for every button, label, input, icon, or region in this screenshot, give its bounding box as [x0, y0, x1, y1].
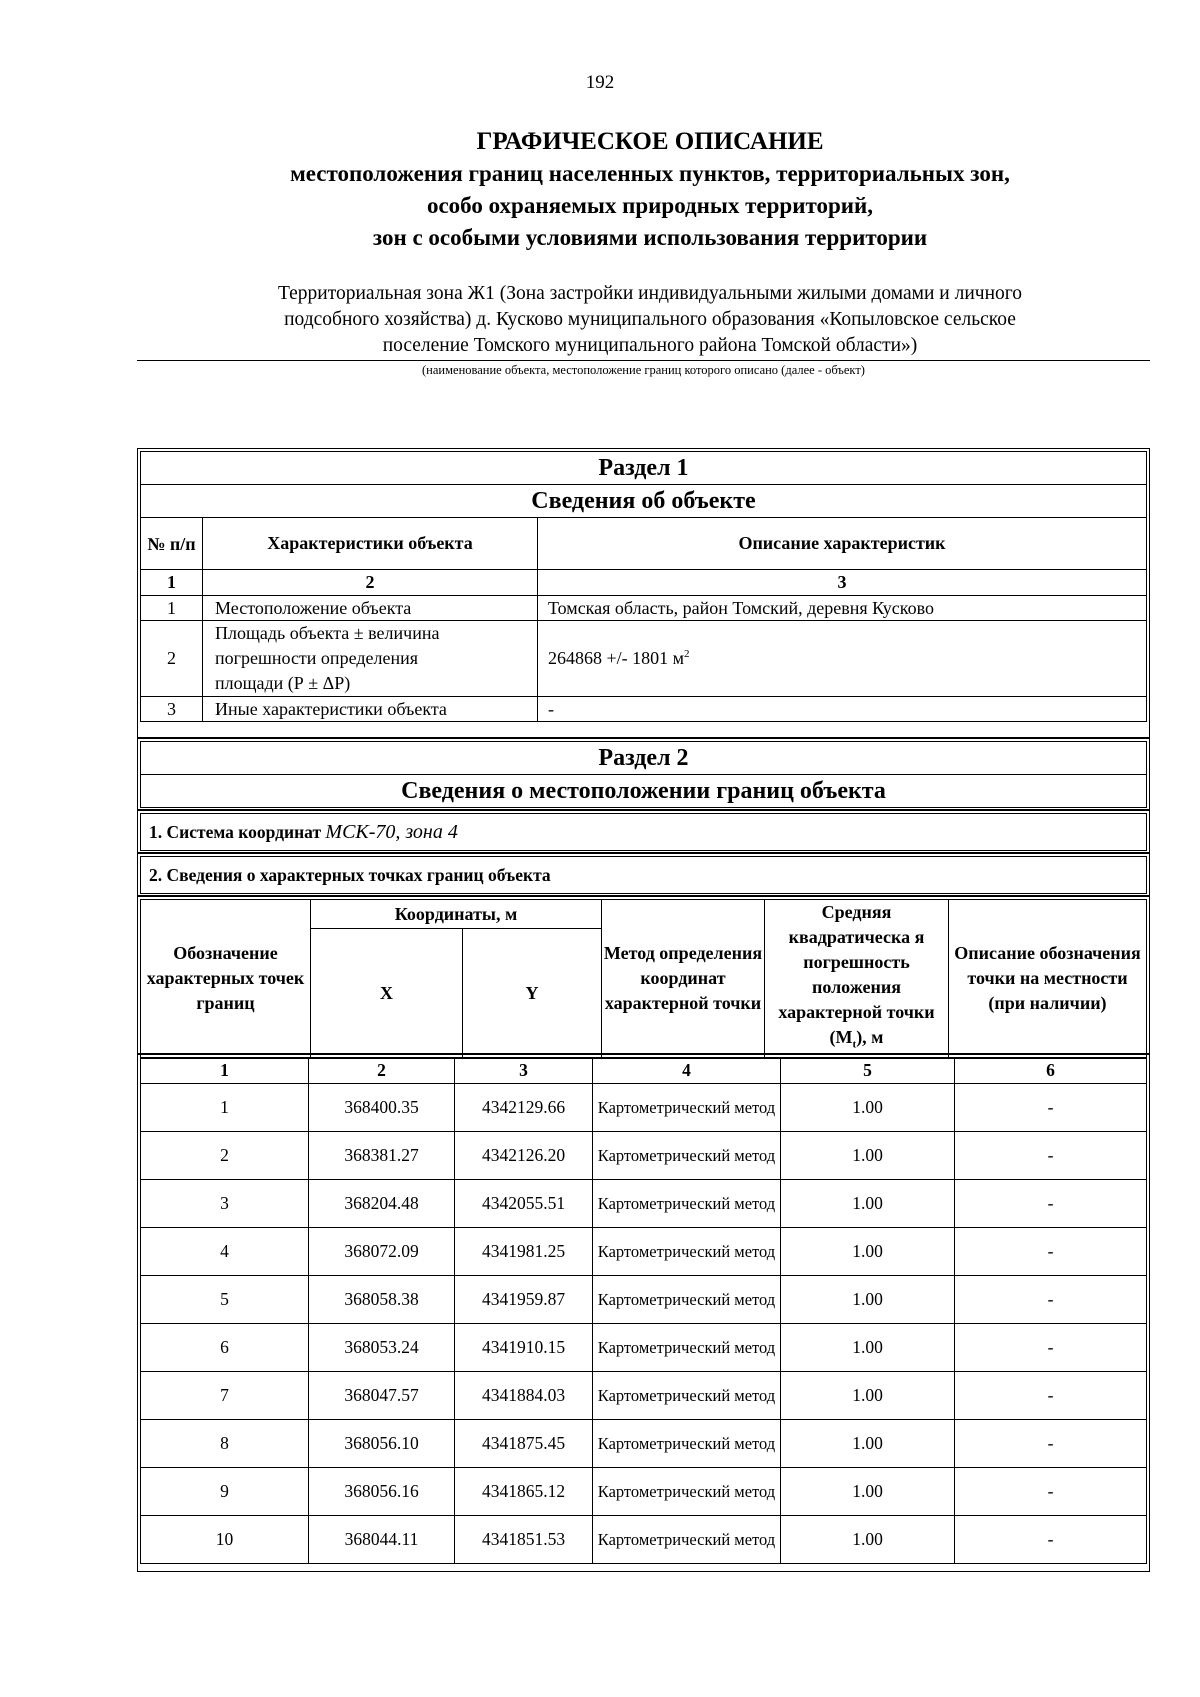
point-y: 4341875.45 [455, 1420, 593, 1468]
point-description: - [955, 1276, 1147, 1324]
point-y: 4341865.12 [455, 1468, 593, 1516]
point-x: 368047.57 [309, 1372, 455, 1420]
point-method: Картометрический метод [593, 1180, 781, 1228]
section-1-title: Раздел 1 [141, 452, 1147, 485]
point-number: 7 [141, 1372, 309, 1420]
document-title [120, 126, 1180, 254]
header-description: Описание характеристик [538, 518, 1147, 570]
table-row [141, 1516, 1147, 1564]
coord-system-value: МСК-70, зона 4 [325, 820, 458, 843]
point-description: - [955, 1420, 1147, 1468]
table-row [141, 1228, 1147, 1276]
point-method: Картометрический метод [593, 1132, 781, 1180]
point-description: - [955, 1372, 1147, 1420]
object-name-line-3: поселение Томского муниципального района Томской области») [382, 335, 918, 356]
point-error: 1.00 [781, 1276, 955, 1324]
coord-system-row [141, 814, 1147, 851]
table-row [141, 1324, 1147, 1372]
col-number: 2 [203, 570, 538, 596]
section-2-title: Раздел 2 [141, 742, 1147, 775]
point-method: Картометрический метод [593, 1084, 781, 1132]
point-description: - [955, 1516, 1147, 1564]
title-line-2: местоположения границ населенных пунктов, территориальных зон, [290, 161, 1010, 186]
point-number: 2 [141, 1132, 309, 1180]
point-method: Картометрический метод [593, 1420, 781, 1468]
row-num: 2 [141, 621, 203, 697]
point-method: Картометрический метод [593, 1516, 781, 1564]
table-row [141, 1372, 1147, 1420]
points-label: 2. Сведения о характерных точках границ объекта [141, 857, 1147, 894]
object-name-line-2: подсобного хозяйства) д. Кусково муниципального образования «Копыловское сельское [284, 309, 1016, 330]
object-name-underline [137, 360, 1150, 361]
point-x: 368381.27 [309, 1132, 455, 1180]
table-row [141, 1180, 1147, 1228]
characteristic-line: площади (Р ± ΔР) [215, 673, 351, 693]
header-point-description: Описание обозначения точки на местности (при наличии) [949, 900, 1147, 1059]
point-x: 368053.24 [309, 1324, 455, 1372]
title-main: ГРАФИЧЕСКОЕ ОПИСАНИЕ [476, 128, 824, 155]
point-x: 368044.11 [309, 1516, 455, 1564]
point-y: 4341884.03 [455, 1372, 593, 1420]
point-error: 1.00 [781, 1084, 955, 1132]
point-method: Картометрический метод [593, 1468, 781, 1516]
point-error: 1.00 [781, 1324, 955, 1372]
point-number: 5 [141, 1276, 309, 1324]
points-data-frame [137, 1054, 1150, 1572]
point-description: - [955, 1084, 1147, 1132]
row-characteristic: Иные характеристики объекта [203, 697, 538, 722]
points-table-body [141, 1058, 1147, 1564]
point-error: 1.00 [781, 1180, 955, 1228]
object-name-line-1: Территориальная зона Ж1 (Зона застройки индивидуальными жилыми домами и личного [277, 283, 1023, 304]
characteristic-line: Площадь объекта ± величина [215, 623, 440, 643]
point-description: - [955, 1132, 1147, 1180]
point-x: 368072.09 [309, 1228, 455, 1276]
point-x: 368056.16 [309, 1468, 455, 1516]
coord-system-label: 1. Система координат [149, 821, 322, 842]
area-unit-sup: 2 [684, 648, 690, 660]
header-designation: Обозначение характерных точек границ [141, 900, 311, 1059]
row-description [538, 621, 1147, 697]
point-method: Картометрический метод [593, 1276, 781, 1324]
points-label-table [140, 856, 1147, 894]
point-x: 368058.38 [309, 1276, 455, 1324]
point-error: 1.00 [781, 1420, 955, 1468]
points-table [140, 1057, 1147, 1564]
row-num: 3 [141, 697, 203, 722]
point-y: 4341959.87 [455, 1276, 593, 1324]
area-value: 264868 +/- 1801 м [548, 648, 685, 668]
point-method: Картометрический метод [593, 1324, 781, 1372]
point-y: 4341910.15 [455, 1324, 593, 1372]
coord-system-table [140, 813, 1147, 851]
header-num: № п/п [141, 518, 203, 570]
table-row [141, 1084, 1147, 1132]
col-number: 2 [309, 1058, 455, 1084]
header-characteristics: Характеристики объекта [203, 518, 538, 570]
point-x: 368056.10 [309, 1420, 455, 1468]
points-header-frame [137, 896, 1150, 1054]
section-1-frame [137, 448, 1150, 738]
point-y: 4341981.25 [455, 1228, 593, 1276]
title-line-4: зон с особыми условиями использования территории [372, 225, 928, 250]
object-caption: (наименование объекта, местоположение границ которого описано (далее - объект) [422, 363, 865, 377]
point-method: Картометрический метод [593, 1372, 781, 1420]
point-error: 1.00 [781, 1228, 955, 1276]
point-number: 3 [141, 1180, 309, 1228]
header-y: Y [463, 929, 602, 1058]
point-error: 1.00 [781, 1468, 955, 1516]
point-y: 4342129.66 [455, 1084, 593, 1132]
header-error-tail: ), м [856, 1027, 884, 1047]
point-y: 4342126.20 [455, 1132, 593, 1180]
row-description: Томская область, район Томский, деревня Кусково [538, 596, 1147, 621]
row-description: - [538, 697, 1147, 722]
col-number: 4 [593, 1058, 781, 1084]
col-number: 3 [538, 570, 1147, 596]
section-1-table [140, 451, 1147, 722]
col-number: 6 [955, 1058, 1147, 1084]
object-name [130, 281, 1170, 359]
table-row [141, 1132, 1147, 1180]
point-method: Картометрический метод [593, 1228, 781, 1276]
header-error [765, 900, 949, 1059]
section-2-heading-table [140, 741, 1147, 808]
col-number: 1 [141, 1058, 309, 1084]
point-error: 1.00 [781, 1132, 955, 1180]
characteristic-line: погрешности определения [215, 648, 418, 668]
point-y: 4342055.51 [455, 1180, 593, 1228]
points-header-table [140, 899, 1147, 1059]
point-description: - [955, 1228, 1147, 1276]
point-number: 6 [141, 1324, 309, 1372]
table-row [141, 1276, 1147, 1324]
section-1-subtitle: Сведения об объекте [141, 485, 1147, 518]
header-method: Метод определения координат характерной точки [602, 900, 765, 1059]
point-number: 8 [141, 1420, 309, 1468]
table-row [141, 1420, 1147, 1468]
section-2-subtitle: Сведения о местоположении границ объекта [141, 775, 1147, 808]
page-number: 192 [585, 72, 615, 93]
point-number: 1 [141, 1084, 309, 1132]
title-line-3: особо охраняемых природных территорий, [426, 193, 874, 218]
point-number: 9 [141, 1468, 309, 1516]
point-error: 1.00 [781, 1516, 955, 1564]
point-y: 4341851.53 [455, 1516, 593, 1564]
header-error-text: Средняя квадратическа я погрешность положения характерной точки (M [778, 902, 935, 1047]
row-characteristic [203, 621, 538, 697]
point-description: - [955, 1468, 1147, 1516]
point-description: - [955, 1180, 1147, 1228]
point-description: - [955, 1324, 1147, 1372]
point-error: 1.00 [781, 1372, 955, 1420]
header-x: X [311, 929, 463, 1058]
point-x: 368204.48 [309, 1180, 455, 1228]
point-x: 368400.35 [309, 1084, 455, 1132]
header-coordinates: Координаты, м [311, 900, 602, 929]
row-num: 1 [141, 596, 203, 621]
col-number: 3 [455, 1058, 593, 1084]
table-row [141, 1468, 1147, 1516]
section-2-frame [137, 738, 1150, 810]
coord-system-frame [137, 810, 1150, 853]
col-number: 5 [781, 1058, 955, 1084]
point-number: 10 [141, 1516, 309, 1564]
header-error-sub: t [852, 1038, 857, 1051]
row-characteristic: Местоположение объекта [203, 596, 538, 621]
points-label-frame [137, 853, 1150, 896]
col-number: 1 [141, 570, 203, 596]
point-number: 4 [141, 1228, 309, 1276]
col-numbers-row [141, 1058, 1147, 1084]
